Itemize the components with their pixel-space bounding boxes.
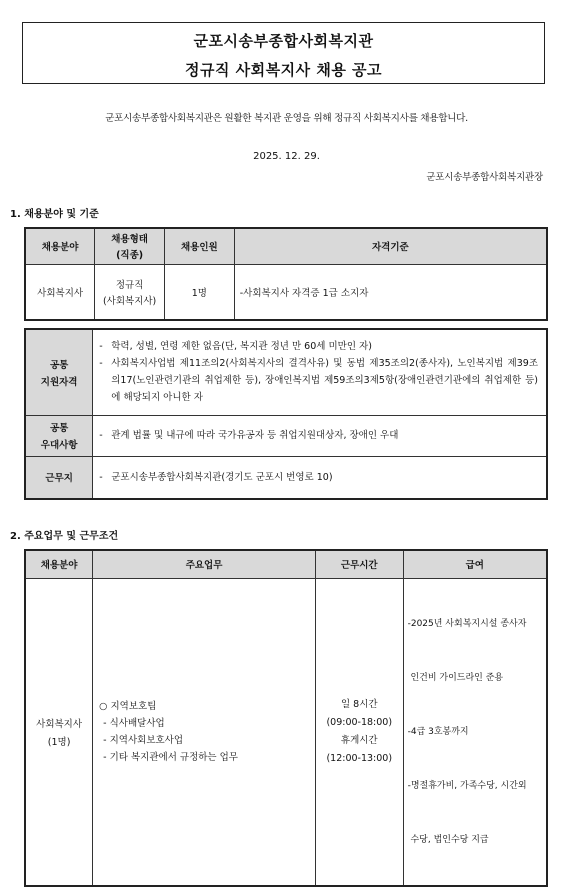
common-qual-content bbox=[93, 329, 547, 415]
pay-line: -2025년 사회복지시설 종사자 bbox=[407, 618, 527, 629]
header-field: 채용분야 bbox=[25, 228, 95, 264]
recruit-table bbox=[24, 227, 548, 321]
workplace-label: 근무지 bbox=[25, 456, 93, 499]
duties-cell-field bbox=[25, 578, 93, 886]
duties-cell-hours bbox=[315, 578, 403, 886]
pay-line: 인건비 가이드라인 준용 bbox=[407, 672, 504, 683]
team-name: ○ 지역보호팀 bbox=[99, 700, 157, 712]
common-qual-label-line1: 공통 bbox=[49, 359, 69, 371]
cell-type bbox=[95, 264, 165, 320]
pay-line: 수당, 법인수당 지급 bbox=[407, 834, 489, 845]
duty-item: - 기타 복지관에서 규정하는 업무 bbox=[103, 751, 238, 763]
pay-line: -명절휴가비, 가족수당, 시간외 bbox=[407, 780, 527, 791]
workplace-item: - 군포시송부종합사회복지관(경기도 군포시 번영로 10) bbox=[99, 471, 333, 483]
header-type bbox=[95, 228, 165, 264]
duty-item: - 식사배달사업 bbox=[103, 717, 165, 729]
org-title: 군포시송부종합사회복지관 bbox=[193, 32, 374, 50]
cell-qualification: -사회복지사 자격증 1급 소지자 bbox=[234, 264, 547, 320]
duty-item: - 지역사회보호사업 bbox=[103, 734, 184, 746]
common-qual-label-line2: 지원자격 bbox=[40, 376, 78, 388]
workplace-content bbox=[93, 456, 547, 499]
common-pref-content bbox=[93, 415, 547, 456]
hours-line: 일 8시간 bbox=[340, 698, 378, 710]
header-type-line1: 채용형태 bbox=[111, 234, 148, 246]
section1-heading: 1. 채용분야 및 기준 bbox=[10, 209, 99, 220]
duties-table bbox=[24, 549, 548, 887]
duties-cell-pay bbox=[403, 578, 547, 886]
common-qual-item: - 학력, 성별, 연령 제한 없음(단, 복지관 정년 만 60세 미만인 자) bbox=[99, 341, 372, 353]
duties-header-duties: 주요업무 bbox=[93, 550, 316, 578]
header-type-line2: (직종) bbox=[116, 250, 144, 262]
cell-type-line2: (사회복지사) bbox=[102, 295, 157, 307]
pay-line: -4급 3호봉까지 bbox=[407, 726, 469, 737]
hours-line: (12:00-13:00) bbox=[326, 752, 393, 764]
common-pref-label bbox=[25, 415, 93, 456]
title-box bbox=[22, 22, 545, 84]
duties-header-hours: 근무시간 bbox=[315, 550, 403, 578]
common-pref-label-line1: 공통 bbox=[49, 423, 69, 434]
info-table bbox=[24, 328, 548, 500]
common-qual-label bbox=[25, 329, 93, 415]
common-pref-item: - 관계 법률 및 내규에 따라 국가유공자 등 취업지원대상자, 장애인 우대 bbox=[99, 430, 399, 441]
duties-cell-duties bbox=[93, 578, 316, 886]
section2-heading: 2. 주요업무 및 근무조건 bbox=[10, 531, 119, 542]
intro-text: 군포시송부종합사회복지관은 원활한 복지관 운영을 위해 정규직 사회복지사를 채용합니다. bbox=[105, 113, 468, 124]
header-qualification: 자격기준 bbox=[234, 228, 547, 264]
cell-type-line1: 정규직 bbox=[115, 279, 144, 291]
duties-header-pay: 급여 bbox=[403, 550, 547, 578]
duties-field-line1: 사회복지사 bbox=[36, 718, 83, 730]
common-pref-label-line2: 우대사항 bbox=[40, 440, 78, 451]
hours-line: (09:00-18:00) bbox=[326, 716, 393, 728]
hours-line: 휴게시간 bbox=[340, 734, 378, 746]
header-count: 채용인원 bbox=[164, 228, 234, 264]
notice-date: 2025. 12. 29. bbox=[253, 151, 320, 162]
duties-field-line2: (1명) bbox=[47, 736, 71, 748]
cell-field: 사회복지사 bbox=[25, 264, 95, 320]
notice-title: 정규직 사회복지사 채용 공고 bbox=[184, 61, 383, 79]
cell-count: 1명 bbox=[164, 264, 234, 320]
issuer: 군포시송부종합사회복지관장 bbox=[426, 172, 543, 183]
duties-header-field: 채용분야 bbox=[25, 550, 93, 578]
common-qual-item: - 사회복지사업법 제11조의2(사회복지사의 결격사유) 및 동법 제35조의2(종사자), 노인복지법 제39조의17(노인관련기관의 취업제한 등), 장애인복지법 제59조의3제5항(장애인관련기관에의 취업제한 등)에 해당되지 아니한 자 bbox=[99, 358, 538, 404]
